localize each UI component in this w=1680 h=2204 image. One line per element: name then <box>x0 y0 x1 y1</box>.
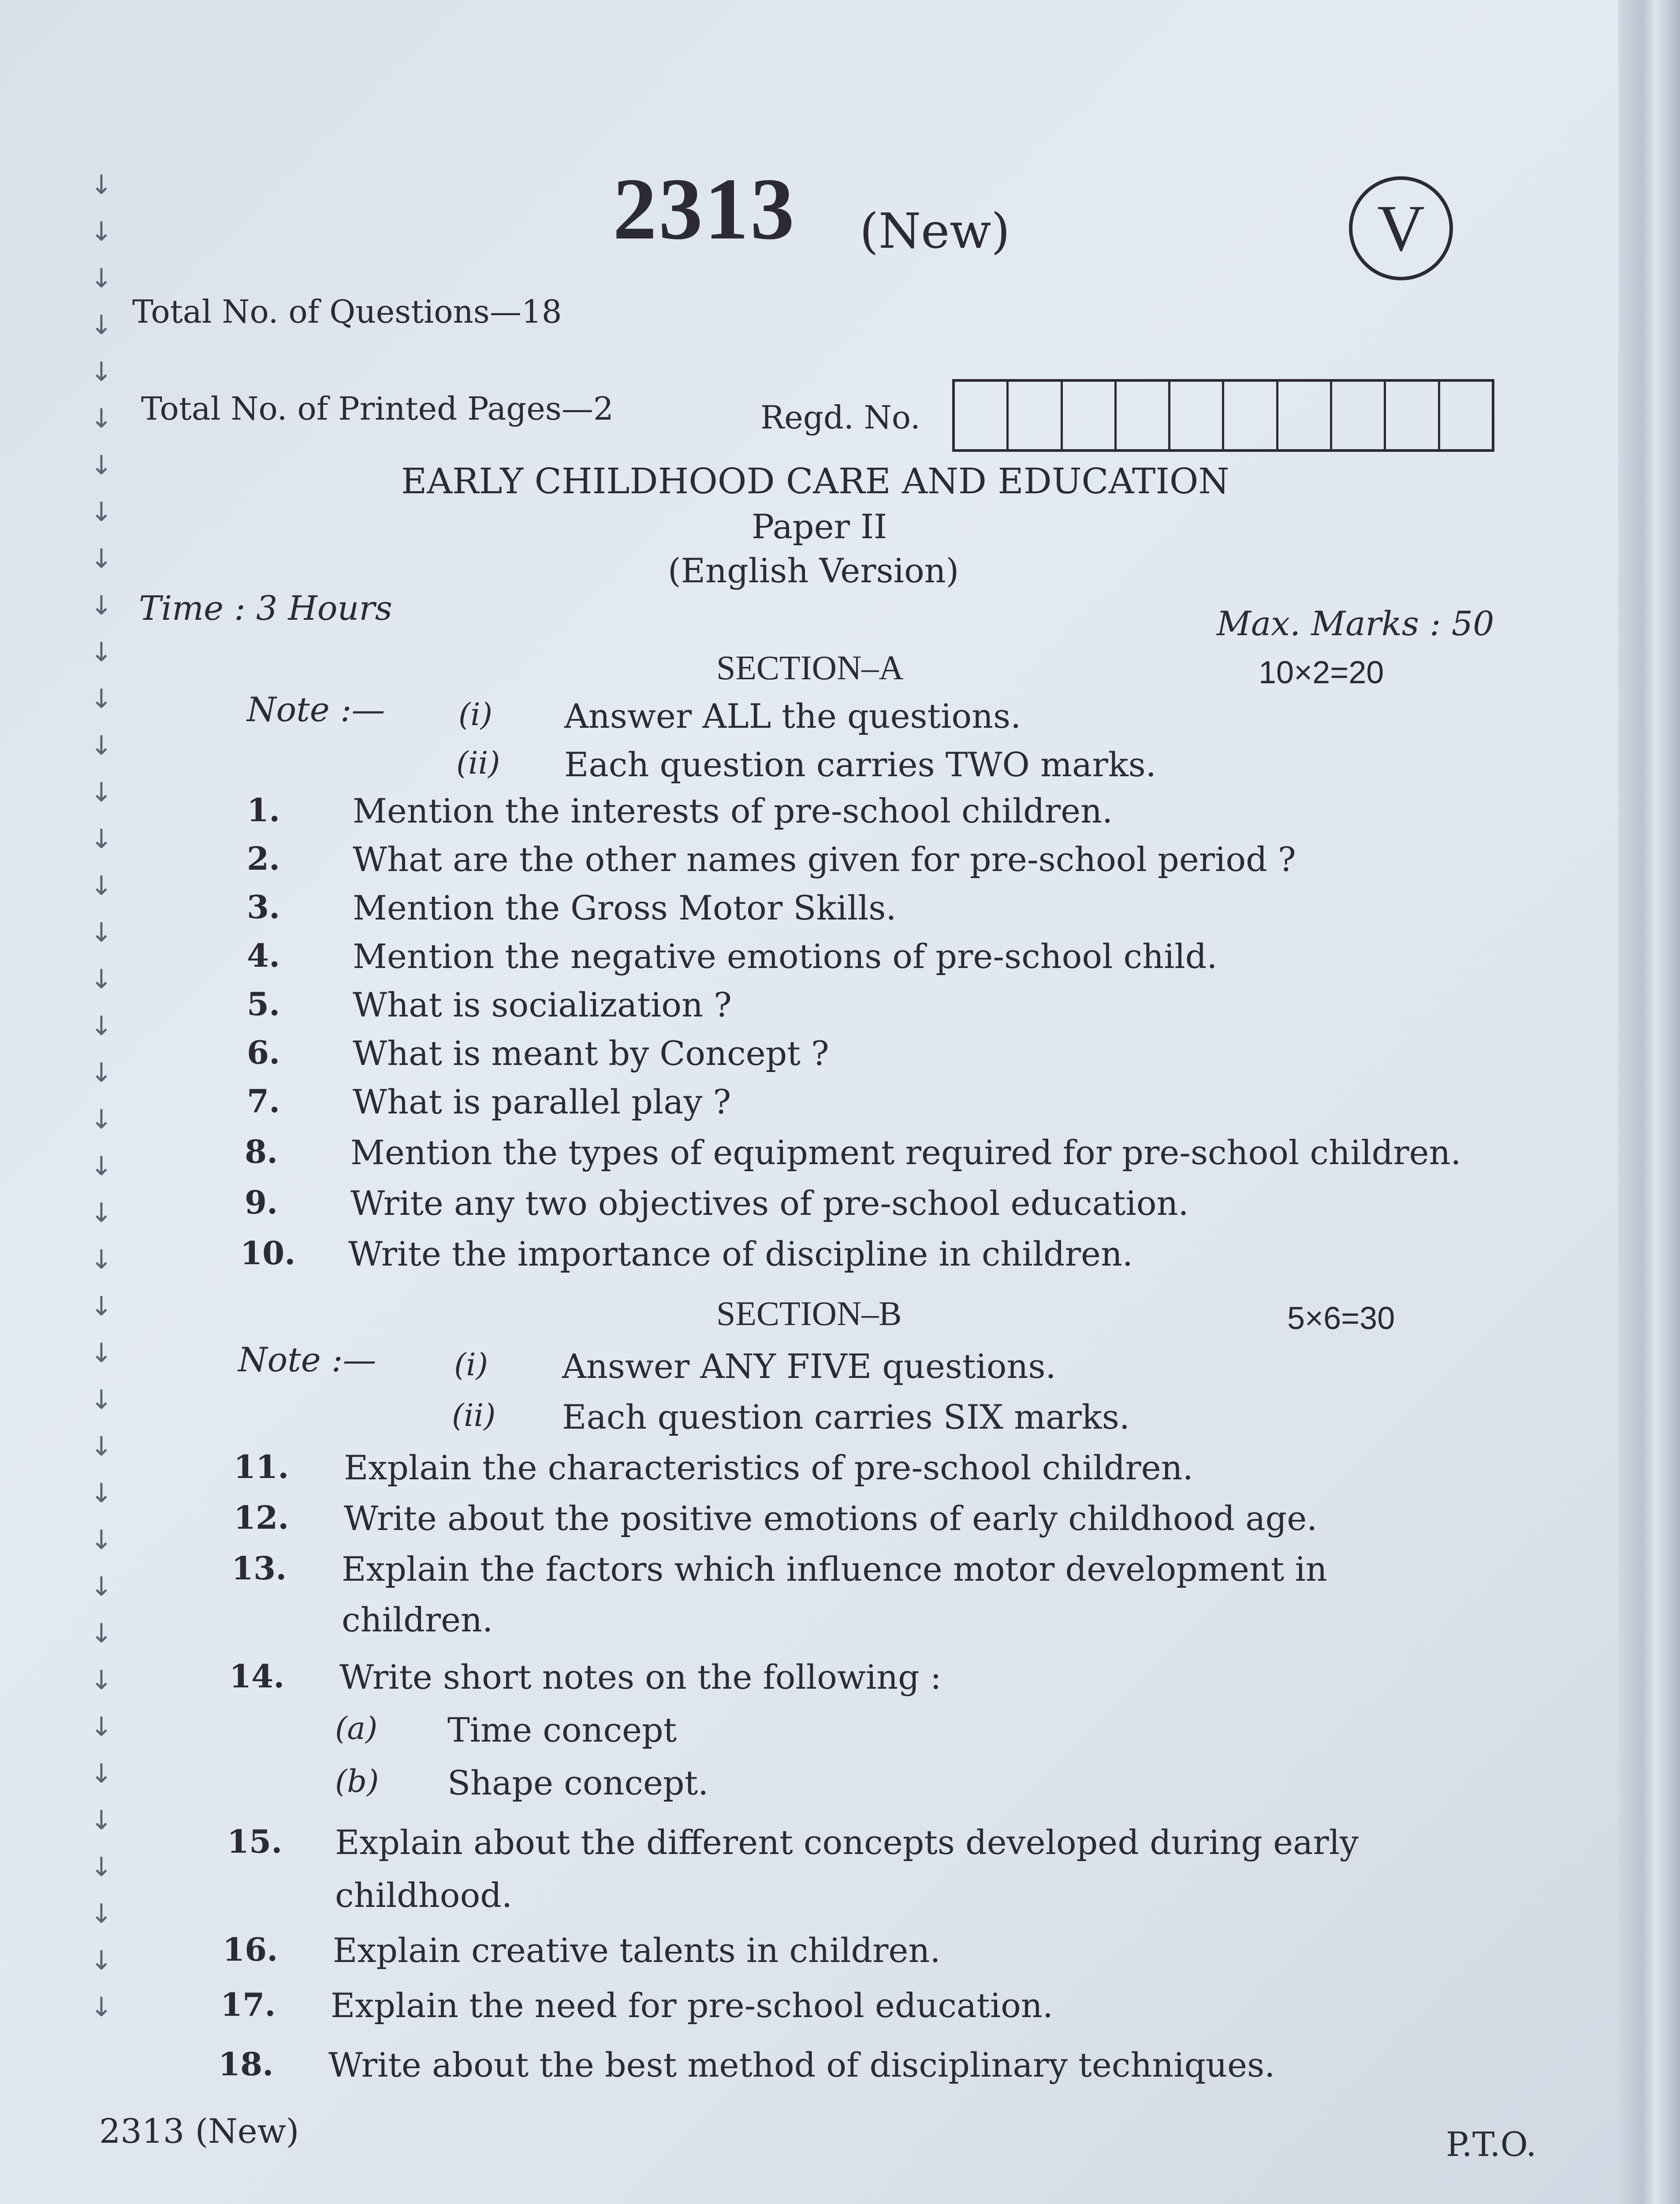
section-a-note-num: (i) <box>458 696 493 733</box>
paper-code-suffix: (New) <box>860 203 1010 259</box>
down-arrow-icon: ↓ <box>90 450 113 481</box>
question-text-continued: children. <box>342 1600 493 1639</box>
question-text: Mention the Gross Motor Skills. <box>353 888 897 927</box>
down-arrow-icon: ↓ <box>90 1057 113 1088</box>
section-b-note-num: (ii) <box>452 1397 496 1433</box>
down-arrow-icon: ↓ <box>90 1198 113 1229</box>
down-arrow-icon: ↓ <box>90 1338 113 1369</box>
question-text: What is meant by Concept ? <box>353 1034 829 1073</box>
regd-box[interactable] <box>1440 382 1492 449</box>
down-arrow-icon: ↓ <box>90 310 113 341</box>
question-number: 13. <box>231 1549 287 1587</box>
down-arrow-icon: ↓ <box>90 1758 113 1789</box>
regd-box[interactable] <box>955 382 1009 449</box>
down-arrow-icon: ↓ <box>90 1618 113 1649</box>
section-b-marks: 5×6=30 <box>1287 1301 1395 1336</box>
question-text: Mention the negative emotions of pre-school child. <box>353 937 1218 976</box>
regd-box[interactable] <box>1278 382 1332 449</box>
section-b-note-text: Each question carries SIX marks. <box>562 1397 1130 1437</box>
question-text: Write any two objectives of pre-school education. <box>350 1184 1189 1223</box>
down-arrow-icon: ↓ <box>90 730 113 761</box>
section-a-note-num: (ii) <box>456 745 500 781</box>
section-b-note-text: Answer ANY FIVE questions. <box>562 1347 1056 1386</box>
regd-box[interactable] <box>1063 382 1117 449</box>
down-arrow-icon: ↓ <box>90 1244 113 1275</box>
question-number: 1. <box>247 791 280 829</box>
section-a-note-text: Each question carries TWO marks. <box>564 745 1156 784</box>
exam-version: (English Version) <box>668 551 959 590</box>
down-arrow-icon: ↓ <box>90 1291 113 1322</box>
exam-title: EARLY CHILDHOOD CARE AND EDUCATION <box>401 461 1229 502</box>
regd-box[interactable] <box>1009 382 1062 449</box>
question-number: 8. <box>245 1133 278 1170</box>
question-number: 7. <box>247 1082 280 1120</box>
section-a-marks: 10×2=20 <box>1259 655 1384 690</box>
regd-box[interactable] <box>1224 382 1278 449</box>
down-arrow-icon: ↓ <box>90 917 113 948</box>
down-arrow-icon: ↓ <box>90 1712 113 1742</box>
question-number: 10. <box>240 1234 296 1272</box>
question-number: 4. <box>247 937 280 974</box>
regd-number-boxes[interactable] <box>952 379 1494 452</box>
down-arrow-icon: ↓ <box>90 777 113 808</box>
down-arrow-icon: ↓ <box>90 1665 113 1696</box>
down-arrow-icon: ↓ <box>90 497 113 528</box>
section-b-heading: SECTION–B <box>716 1294 902 1333</box>
question-number: 15. <box>227 1823 283 1860</box>
question-number: 5. <box>247 985 280 1023</box>
question-text: Explain the characteristics of pre-school children. <box>344 1448 1193 1487</box>
question-number: 11. <box>234 1448 289 1485</box>
down-arrow-icon: ↓ <box>90 1805 113 1836</box>
question-number: 17. <box>220 1986 276 2023</box>
down-arrow-icon: ↓ <box>90 1011 113 1042</box>
question-text-continued: childhood. <box>335 1876 513 1915</box>
question-number: 18. <box>218 2045 274 2083</box>
question-number: 3. <box>247 888 280 926</box>
question-text: What is socialization ? <box>353 985 732 1024</box>
question-text: Explain the factors which influence motor development in <box>342 1549 1327 1589</box>
regd-label: Regd. No. <box>760 399 920 436</box>
regd-box[interactable] <box>1117 382 1170 449</box>
question-number: 12. <box>234 1499 289 1536</box>
section-a-note-text: Answer ALL the questions. <box>564 696 1021 736</box>
total-pages: Total No. of Printed Pages—2 <box>141 390 614 427</box>
regd-box[interactable] <box>1170 382 1224 449</box>
regd-box[interactable] <box>1386 382 1440 449</box>
exam-time: Time : 3 Hours <box>139 588 392 628</box>
sub-part-label: (b) <box>335 1763 379 1799</box>
down-arrow-icon: ↓ <box>90 1151 113 1182</box>
exam-paper: Paper II <box>752 507 887 546</box>
question-number: 16. <box>223 1931 278 1968</box>
regd-box[interactable] <box>1332 382 1386 449</box>
footer-code: 2313 (New) <box>99 2111 299 2151</box>
down-arrow-icon: ↓ <box>90 403 113 434</box>
down-arrow-icon: ↓ <box>90 1385 113 1415</box>
sub-part-label: (a) <box>335 1710 378 1746</box>
question-text: Mention the types of equipment required for pre-school children. <box>350 1133 1461 1172</box>
down-arrow-icon: ↓ <box>90 263 113 294</box>
page-turn-label: P.T.O. <box>1446 2125 1537 2164</box>
down-arrow-icon: ↓ <box>90 1525 113 1556</box>
down-arrow-icon: ↓ <box>90 1945 113 1976</box>
down-arrow-icon: ↓ <box>90 1899 113 1929</box>
section-a-heading: SECTION–A <box>716 648 904 687</box>
down-arrow-icon: ↓ <box>90 871 113 901</box>
total-questions: Total No. of Questions—18 <box>132 293 562 330</box>
down-arrow-icon: ↓ <box>90 1571 113 1602</box>
down-arrow-icon: ↓ <box>90 170 113 201</box>
question-number: 9. <box>245 1184 278 1221</box>
question-number: 2. <box>247 840 280 877</box>
version-mark <box>1349 176 1453 280</box>
down-arrow-icon: ↓ <box>90 216 113 247</box>
question-text: Write about the best method of disciplinary techniques. <box>328 2045 1275 2085</box>
version-mark-letter: V <box>1377 192 1425 265</box>
down-arrow-icon: ↓ <box>90 637 113 668</box>
question-text: What are the other names given for pre-school period ? <box>353 840 1296 879</box>
question-text: Write the importance of discipline in children. <box>348 1234 1133 1273</box>
sub-part-text: Time concept <box>447 1710 677 1750</box>
question-number: 14. <box>229 1657 285 1695</box>
down-arrow-icon: ↓ <box>90 357 113 387</box>
down-arrow-icon: ↓ <box>90 590 113 621</box>
question-number: 6. <box>247 1034 280 1071</box>
question-text: Explain about the different concepts developed during early <box>335 1823 1359 1862</box>
down-arrow-icon: ↓ <box>90 684 113 715</box>
section-a-note-label: Note :— <box>247 690 385 729</box>
down-arrow-icon: ↓ <box>90 964 113 995</box>
down-arrow-icon: ↓ <box>90 824 113 855</box>
question-text: What is parallel play ? <box>353 1082 731 1121</box>
down-arrow-icon: ↓ <box>90 1992 113 2023</box>
sub-part-text: Shape concept. <box>447 1763 709 1802</box>
section-b-note-label: Note :— <box>238 1340 376 1379</box>
margin-arrows <box>84 172 119 2021</box>
paper-code: 2313 <box>613 160 796 258</box>
section-b-note-num: (i) <box>454 1347 488 1383</box>
exam-max-marks: Max. Marks : 50 <box>1217 604 1494 643</box>
down-arrow-icon: ↓ <box>90 1478 113 1509</box>
down-arrow-icon: ↓ <box>90 1104 113 1135</box>
question-text: Explain creative talents in children. <box>333 1931 941 1970</box>
down-arrow-icon: ↓ <box>90 1431 113 1462</box>
down-arrow-icon: ↓ <box>90 544 113 574</box>
question-text: Explain the need for pre-school education. <box>331 1986 1054 2025</box>
question-text: Write short notes on the following : <box>339 1657 942 1697</box>
down-arrow-icon: ↓ <box>90 1852 113 1883</box>
question-text: Mention the interests of pre-school children. <box>353 791 1113 830</box>
question-text: Write about the positive emotions of early childhood age. <box>344 1499 1318 1538</box>
paper-stack-edge <box>1618 0 1680 2204</box>
